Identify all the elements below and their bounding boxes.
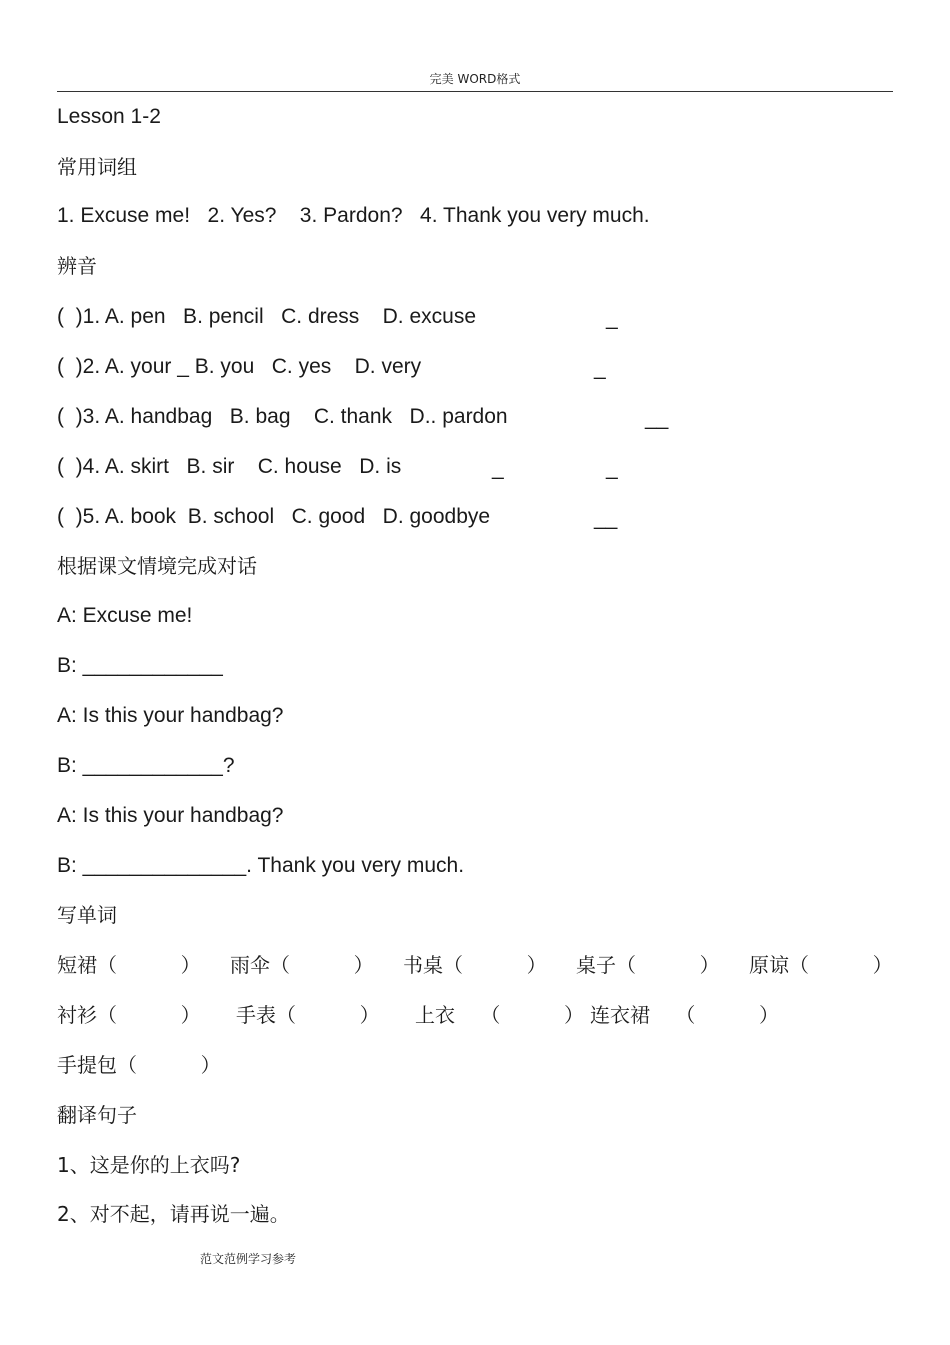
lesson-title: Lesson 1-2 bbox=[57, 105, 161, 128]
dialogue-line-1: A: Excuse me! bbox=[57, 604, 193, 627]
phonics-item-3: ( )3. A. handbag B. bag C. thank D.. pardon bbox=[57, 405, 508, 428]
phonics-item-1: ( )1. A. pen B. pencil C. dress D. excuse bbox=[57, 305, 477, 328]
translate-item-2: 2、对不起，请再说一遍。 bbox=[57, 1202, 290, 1226]
phonics-item-2: ( )2. A. your _ B. you C. yes D. very bbox=[57, 355, 422, 378]
dialogue-line-5: A: Is this your handbag? bbox=[57, 804, 284, 827]
phonics-item-5: ( )5. A. book B. school C. good D. goodbye bbox=[57, 505, 491, 528]
word-item-coat: 上衣 （ ） bbox=[415, 1003, 585, 1027]
word-item-handbag: 手提包（ ） bbox=[57, 1053, 221, 1077]
translate-heading: 翻译句子 bbox=[57, 1103, 137, 1127]
answer-blank-3: __ bbox=[645, 407, 669, 430]
word-item-dress: 连衣裙 （ ） bbox=[590, 1003, 780, 1027]
word-item-skirt: 短裙（ ） bbox=[57, 953, 201, 977]
answer-blank-2: _ bbox=[594, 357, 606, 380]
dialogue-line-2: B: ____________ bbox=[57, 654, 223, 677]
page-footer: 范文范例学习参考 bbox=[200, 1252, 297, 1266]
answer-blank-5: __ bbox=[594, 507, 618, 530]
word-item-shirt: 衬衫（ ） bbox=[57, 1003, 201, 1027]
word-item-watch: 手表（ ） bbox=[236, 1003, 380, 1027]
answer-blank-1: _ bbox=[606, 307, 618, 330]
answer-blank-4b: _ bbox=[606, 457, 618, 480]
word-item-umbrella: 雨伞（ ） bbox=[230, 953, 374, 977]
translate-item-1: 1、这是你的上衣吗? bbox=[57, 1153, 241, 1177]
word-item-desk: 书桌（ ） bbox=[403, 953, 547, 977]
header-divider bbox=[57, 91, 893, 92]
dialogue-heading: 根据课文情境完成对话 bbox=[57, 554, 257, 578]
phonics-item-4: ( )4. A. skirt B. sir C. house D. is bbox=[57, 455, 402, 478]
phonics-heading: 辨音 bbox=[57, 254, 97, 278]
word-item-table: 桌子（ ） bbox=[576, 953, 720, 977]
page-header: 完美 WORD格式 bbox=[429, 72, 521, 86]
words-heading: 写单词 bbox=[57, 903, 117, 927]
dialogue-line-6: B: ______________. Thank you very much. bbox=[57, 854, 465, 877]
phrases-line: 1. Excuse me! 2. Yes? 3. Pardon? 4. Thank you very much. bbox=[57, 204, 650, 227]
dialogue-line-3: A: Is this your handbag? bbox=[57, 704, 284, 727]
dialogue-line-4: B: ____________? bbox=[57, 754, 235, 777]
word-item-excuse: 原谅（ ） bbox=[749, 953, 893, 977]
phrases-heading: 常用词组 bbox=[57, 155, 137, 179]
answer-blank-4a: _ bbox=[492, 457, 504, 480]
